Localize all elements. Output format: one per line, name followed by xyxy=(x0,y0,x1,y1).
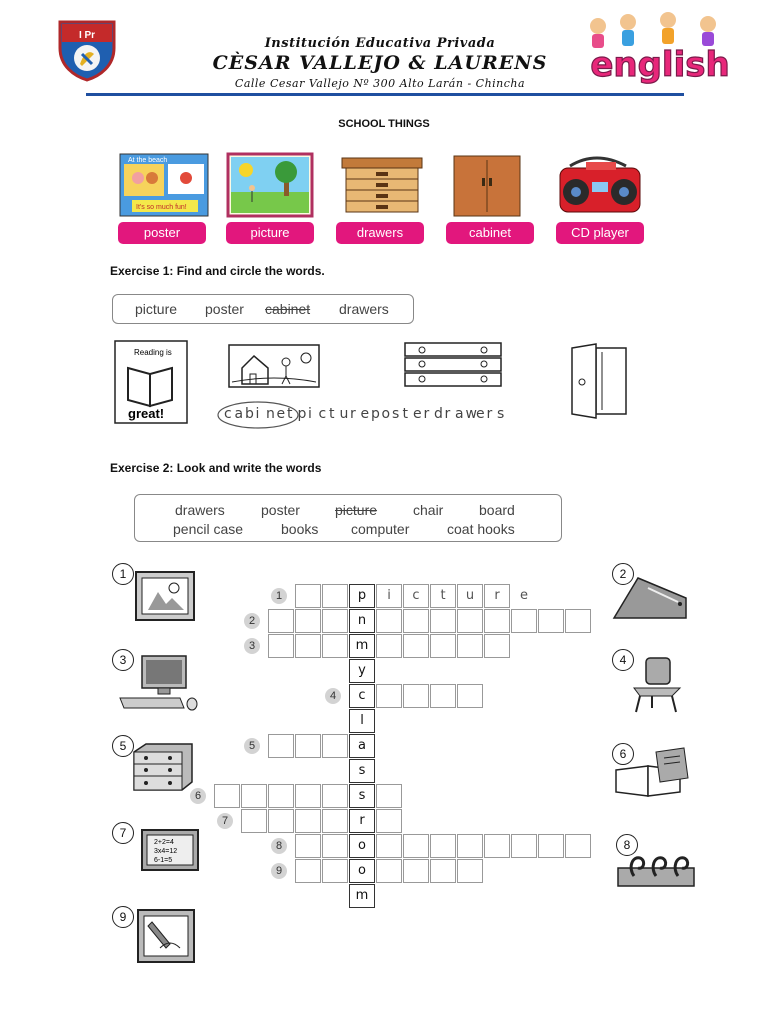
crossword-row-number: 7 xyxy=(217,813,233,829)
search-letter: r xyxy=(423,406,430,422)
search-letter: a xyxy=(234,406,244,422)
crossword-cell[interactable] xyxy=(457,859,483,883)
crossword-row-number: 2 xyxy=(244,613,260,629)
word-bank-item-crossed: cabinet xyxy=(265,301,311,317)
crossword-cell[interactable] xyxy=(457,634,483,658)
clue-number: 3 xyxy=(112,649,134,671)
english-logo-text: english xyxy=(590,45,730,85)
crossword-cell[interactable] xyxy=(403,859,429,883)
crossword-cell[interactable] xyxy=(268,784,294,808)
board-line: 2+2=4 xyxy=(154,839,174,846)
search-letter: e xyxy=(413,406,422,422)
crossword-cell[interactable] xyxy=(295,734,321,758)
crossword-cell[interactable] xyxy=(322,584,348,608)
crossword-cell[interactable] xyxy=(511,609,537,633)
crossword-cell[interactable] xyxy=(430,609,456,633)
crossword-cell[interactable] xyxy=(484,834,510,858)
crossword-cell[interactable] xyxy=(457,834,483,858)
crossword-answer-letter: c xyxy=(412,588,420,603)
crossword-cell[interactable] xyxy=(268,734,294,758)
crossword-row-number: 6 xyxy=(190,788,206,804)
poster-heading: At the beach xyxy=(128,157,168,164)
crossword-key-letter: r xyxy=(359,813,365,828)
search-letter: c xyxy=(318,406,327,422)
search-letter: s xyxy=(392,406,400,422)
crossword-cell[interactable] xyxy=(511,834,537,858)
crossword-cell[interactable] xyxy=(322,784,348,808)
vocab-label: cabinet xyxy=(446,222,534,244)
search-letter: t xyxy=(402,406,408,422)
search-letter: i xyxy=(255,406,260,422)
crossword-cell[interactable] xyxy=(322,634,348,658)
crest-letters: I Pr xyxy=(78,30,96,41)
exercise-2-title: Exercise 2: Look and write the words xyxy=(110,461,322,475)
search-letter: u xyxy=(339,406,349,422)
crossword-cell[interactable] xyxy=(565,609,591,633)
crossword-cell[interactable] xyxy=(295,609,321,633)
crossword-cell[interactable] xyxy=(376,684,402,708)
crossword-cell[interactable] xyxy=(430,634,456,658)
crossword-cell[interactable] xyxy=(295,784,321,808)
crossword-cell[interactable] xyxy=(322,609,348,633)
word-bank-item: poster xyxy=(261,502,300,518)
crossword-key-letter: m xyxy=(355,638,369,653)
word-bank-item: poster xyxy=(205,301,244,317)
crossword-cell[interactable] xyxy=(376,634,402,658)
crossword-cell[interactable] xyxy=(268,809,294,833)
search-letter: w xyxy=(465,406,477,422)
clue-number: 2 xyxy=(612,563,634,585)
crossword-row-number: 9 xyxy=(271,863,287,879)
crossword-cell[interactable] xyxy=(214,784,240,808)
crossword-key-letter: y xyxy=(358,663,366,678)
crossword-row-number: 5 xyxy=(244,738,260,754)
clue-number: 4 xyxy=(612,649,634,671)
crossword-key-letter: a xyxy=(358,738,366,753)
vocab-label: drawers xyxy=(336,222,424,244)
crossword-answer-letter: i xyxy=(387,588,391,603)
clue-number: 9 xyxy=(112,906,134,928)
word-bank-item: books xyxy=(281,521,319,537)
search-letter: p xyxy=(297,406,307,422)
crossword-cell[interactable] xyxy=(457,684,483,708)
crossword-cell[interactable] xyxy=(376,784,402,808)
institution-address: Calle Cesar Vallejo Nº 300 Alto Larán - Chincha xyxy=(234,77,526,90)
crossword-key-letter: o xyxy=(358,863,366,878)
crossword-cell[interactable] xyxy=(322,734,348,758)
word-bank-item: picture xyxy=(135,301,178,317)
search-letter: e xyxy=(360,406,370,422)
crossword-cell[interactable] xyxy=(484,609,510,633)
search-letter: e xyxy=(276,406,286,422)
crossword-cell[interactable] xyxy=(295,809,321,833)
clue-number: 6 xyxy=(612,743,634,765)
crossword-cell[interactable] xyxy=(241,784,267,808)
crossword-cell[interactable] xyxy=(403,834,429,858)
crossword-key-letter: s xyxy=(358,788,366,803)
crossword-cell[interactable] xyxy=(403,609,429,633)
crossword-key-letter: n xyxy=(357,613,367,628)
word-bank-item: computer xyxy=(351,521,410,537)
vocab-label: CD player xyxy=(556,222,644,244)
crossword-row-number: 1 xyxy=(271,588,287,604)
crossword-cell[interactable] xyxy=(376,809,402,833)
crossword-cell[interactable] xyxy=(268,609,294,633)
search-letter: r xyxy=(486,406,493,422)
crossword-cell[interactable] xyxy=(430,834,456,858)
clue-number: 8 xyxy=(616,834,638,856)
search-letter: i xyxy=(308,406,312,422)
crossword-key-letter: l xyxy=(360,713,364,728)
crossword-cell[interactable] xyxy=(241,809,267,833)
crossword-cell[interactable] xyxy=(268,634,294,658)
search-letter: t xyxy=(329,406,335,422)
page-title: SCHOOL THINGS xyxy=(338,118,430,130)
crossword-cell[interactable] xyxy=(376,609,402,633)
crossword-answer-letter: u xyxy=(465,588,475,603)
word-bank-item: coat hooks xyxy=(447,521,515,537)
crossword-answer-letter: r xyxy=(494,588,500,603)
search-letter: n xyxy=(266,406,275,422)
crossword-cell[interactable] xyxy=(376,834,402,858)
crossword-key-letter: o xyxy=(358,838,366,853)
vocab-label: picture xyxy=(226,222,314,244)
clue-number: 7 xyxy=(112,822,134,844)
search-letter: r xyxy=(350,406,356,422)
crossword-row-number: 8 xyxy=(271,838,287,854)
crossword-cell[interactable] xyxy=(565,834,591,858)
crossword-cell[interactable] xyxy=(538,609,564,633)
word-bank-item: board xyxy=(479,502,515,518)
crossword-cell[interactable] xyxy=(457,609,483,633)
search-letter: s xyxy=(497,406,505,422)
search-letter: e xyxy=(476,406,485,422)
book-text-bottom: great! xyxy=(128,406,165,421)
search-letter: d xyxy=(434,406,443,422)
crossword-answer-letter: e xyxy=(520,588,528,603)
crossword-row-number: 3 xyxy=(244,638,260,654)
clue-number: 5 xyxy=(112,735,134,757)
crossword-answer-letter: t xyxy=(440,588,446,603)
crossword-cell[interactable] xyxy=(322,834,348,858)
poster-caption: It's so much fun! xyxy=(136,204,187,211)
word-bank-item: drawers xyxy=(175,502,225,518)
search-letter: p xyxy=(371,406,380,422)
vocab-label: poster xyxy=(118,222,206,244)
crossword-key-letter: m xyxy=(355,888,369,903)
search-letter: r xyxy=(444,406,451,422)
crossword-cell[interactable] xyxy=(322,859,348,883)
crossword-cell[interactable] xyxy=(295,834,321,858)
search-letter: t xyxy=(287,406,293,422)
board-line: 6-1=5 xyxy=(154,857,173,864)
clue-number: 1 xyxy=(112,563,134,585)
crossword-cell[interactable] xyxy=(430,859,456,883)
crossword-key-letter: p xyxy=(357,588,367,603)
crossword-cell[interactable] xyxy=(430,684,456,708)
exercise-1-title: Exercise 1: Find and circle the words. xyxy=(110,264,325,278)
crossword-key-letter: c xyxy=(358,688,366,703)
board-line: 3x4=12 xyxy=(154,848,178,855)
word-bank-item: chair xyxy=(413,502,444,518)
word-bank-item-crossed: picture xyxy=(335,502,378,518)
crossword-cell[interactable] xyxy=(484,634,510,658)
institution-type: Institución Educativa Privada xyxy=(264,36,496,51)
crossword-cell[interactable] xyxy=(403,634,429,658)
crossword-cell[interactable] xyxy=(403,684,429,708)
crossword-cell[interactable] xyxy=(295,634,321,658)
crossword-row-number: 4 xyxy=(325,688,341,704)
word-bank-item: drawers xyxy=(339,301,389,317)
crossword-key-letter: s xyxy=(358,763,366,778)
search-letter: o xyxy=(381,406,391,422)
crossword-cell[interactable] xyxy=(322,809,348,833)
crossword-cell[interactable] xyxy=(295,584,321,608)
book-text-top: Reading is xyxy=(134,348,172,357)
crossword-cell[interactable] xyxy=(376,859,402,883)
crossword-cell[interactable] xyxy=(295,859,321,883)
institution-name: CÈSAR VALLEJO & LAURENS xyxy=(212,52,548,74)
search-letter: b xyxy=(245,406,254,422)
crossword-cell[interactable] xyxy=(538,834,564,858)
search-letter: a xyxy=(455,406,464,422)
search-letter: c xyxy=(224,406,232,422)
word-bank-item: pencil case xyxy=(173,521,244,537)
